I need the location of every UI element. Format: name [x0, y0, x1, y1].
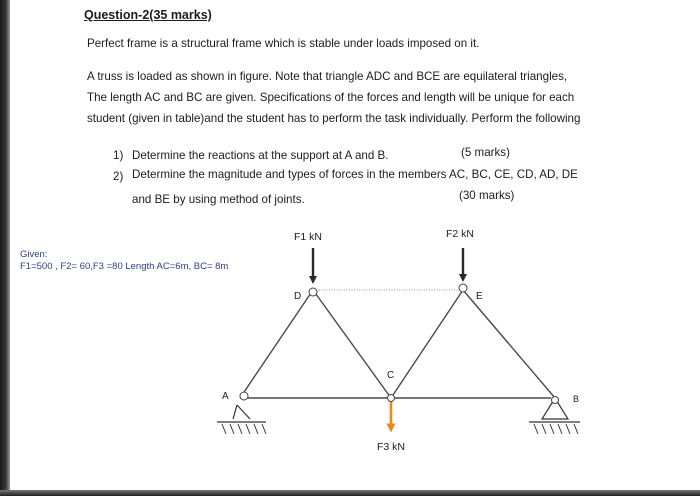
para-line-2: The length AC and BC are given. Specifications of the forces and length will be unique for each: [87, 91, 575, 104]
f3-label: F3 kN: [377, 441, 406, 453]
task-1-text: Determine the reactions at the support at A and B.: [132, 149, 389, 162]
member-ce: [391, 290, 463, 398]
para-line-1: A truss is loaded as shown in figure. Note that triangle ADC and BCE are equilateral triangles,: [87, 70, 568, 83]
node-d-label: D: [294, 291, 302, 302]
given-label: Given:: [20, 249, 48, 260]
task-2-marks: (30 marks): [459, 189, 515, 202]
node-e-label: E: [476, 291, 483, 302]
task-1-marks: (5 marks): [461, 146, 510, 159]
task-2-text-cont: and BE by using method of joints.: [132, 193, 305, 206]
node-d-pin: [309, 288, 317, 296]
question-title: Question-2(35 marks): [84, 8, 212, 22]
task-1-number: 1): [113, 149, 124, 162]
intro-line: Perfect frame is a structural frame which is stable under loads imposed on it.: [87, 37, 480, 50]
member-ad: [240, 290, 313, 398]
member-eb: [463, 290, 555, 398]
node-e-pin: [459, 284, 467, 292]
given-values: F1=500 , F2= 60,F3 =80 Length AC=6m, BC= 8m: [20, 261, 229, 272]
node-a-label: A: [222, 391, 229, 402]
f1-label: F1 kN: [294, 231, 323, 243]
node-c-pin: [388, 395, 395, 402]
para-line-3: student (given in table)and the student has to perform the task individually. Perform the following: [87, 112, 581, 125]
member-dc: [313, 290, 391, 398]
node-b-label: B: [573, 394, 580, 404]
support-a: [217, 405, 266, 434]
task-2-number: 2): [113, 170, 124, 183]
task-2-text: Determine the magnitude and types of forces in the members AC, BC, CE, CD, AD, DE: [132, 168, 578, 181]
node-c-label: C: [387, 370, 395, 381]
node-a-pin: [240, 392, 248, 400]
f2-label: F2 kN: [446, 228, 475, 240]
